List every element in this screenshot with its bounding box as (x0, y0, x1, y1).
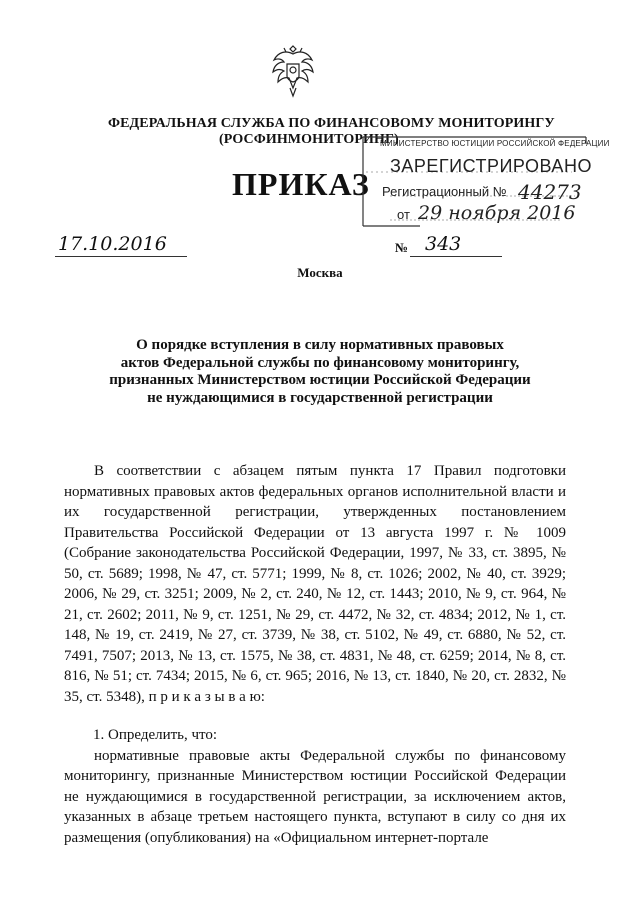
title-line: актов Федеральной службы по финансовому мониторингу, (120, 354, 520, 371)
number-underline (410, 256, 502, 257)
stamp-date: 29 ноября 2016 (418, 202, 576, 224)
preamble-paragraph: В соответствии с абзацем пятым пункта 17 Правил подготовки нормативных правовых актов федеральных органов исполнительной власти и их государственной регистрации, утвержденных постановлением Правительства Российской Федерации от 13 августа 1997 г. № 1009 (Собрание законодательства Российской Федерации, 1997, № 33, ст. 3895, № 50, ст. 5689; 1998, № 47, ст. 5771; 1999, № 8, ст. 1026; 2002, № 40, ст. 3929; 2006, № 29, ст. 3251; 2009, № 2, ст. 240, № 12, ст. 1443; 2010, № 9, ст. 964, № 21, ст. 2602; 2011, № 9, ст. 1251, № 29, ст. 4472, № 32, ст. 4834; 2012, № 1, ст. 148, № 19, ст. 2419, № 27, ст. 3739, № 38, ст. 5102, № 49, ст. 6880, № 52, ст. 7491, 7507; 2013, № 13, ст. 1575, № 38, ст. 4831, № 48, ст. 6259; 2014, № 8, ст. 816, № 51; ст. 7434; 2015, № 6, ст. 965; 2016, № 13, ст. 1840, № 20, ст. 2832, № 35, ст. 5348), п р и к а з ы в а ю: (64, 463, 566, 705)
number-sign: № (395, 240, 409, 255)
registration-stamp (360, 134, 610, 230)
stamp-registered: ЗАРЕГИСТРИРОВАНО (390, 156, 592, 176)
stamp-regno-label: Регистрационный № (382, 184, 507, 199)
agency-short-name: (РОСФИНМОНИТОРИНГ) (219, 132, 399, 147)
stamp-regno: 44273 (518, 180, 582, 204)
document-body (64, 461, 566, 848)
agency-name: ФЕДЕРАЛЬНАЯ СЛУЖБА ПО ФИНАНСОВОМУ МОНИТОРИНГУ (108, 116, 555, 131)
stamp-ministry: МИНИСТЕРСТВО ЮСТИЦИИ РОССИЙСКОЙ ФЕДЕРАЦИИ (380, 139, 610, 148)
date-underline (55, 256, 187, 257)
item-1-heading: 1. Определить, что: (93, 727, 218, 743)
state-emblem-icon (268, 40, 318, 100)
document-type: ПРИКАЗ (232, 166, 370, 202)
title-line: признанных Министерством юстиции Российской Федерации (109, 372, 531, 388)
order-date: 17.10.2016 (58, 233, 167, 255)
order-number: 343 (425, 233, 462, 255)
document-title (60, 337, 580, 407)
city: Москва (297, 265, 343, 280)
stamp-date-label: от (397, 207, 410, 222)
item-1-text: нормативные правовые акты Федеральной службы по финансовому мониторингу, признанные Министерством юстиции Российской Федерации не нуждающимися в государственной регистрации, за исключением актов, указанных в абзаце третьем настоящего пункта, вступают в силу со дня их размещения (опубликования) на «Официальном интернет-портале (64, 747, 566, 846)
title-line: не нуждающимися в государственной регистрации (147, 389, 493, 406)
title-line: О порядке вступления в силу нормативных правовых (136, 337, 504, 353)
